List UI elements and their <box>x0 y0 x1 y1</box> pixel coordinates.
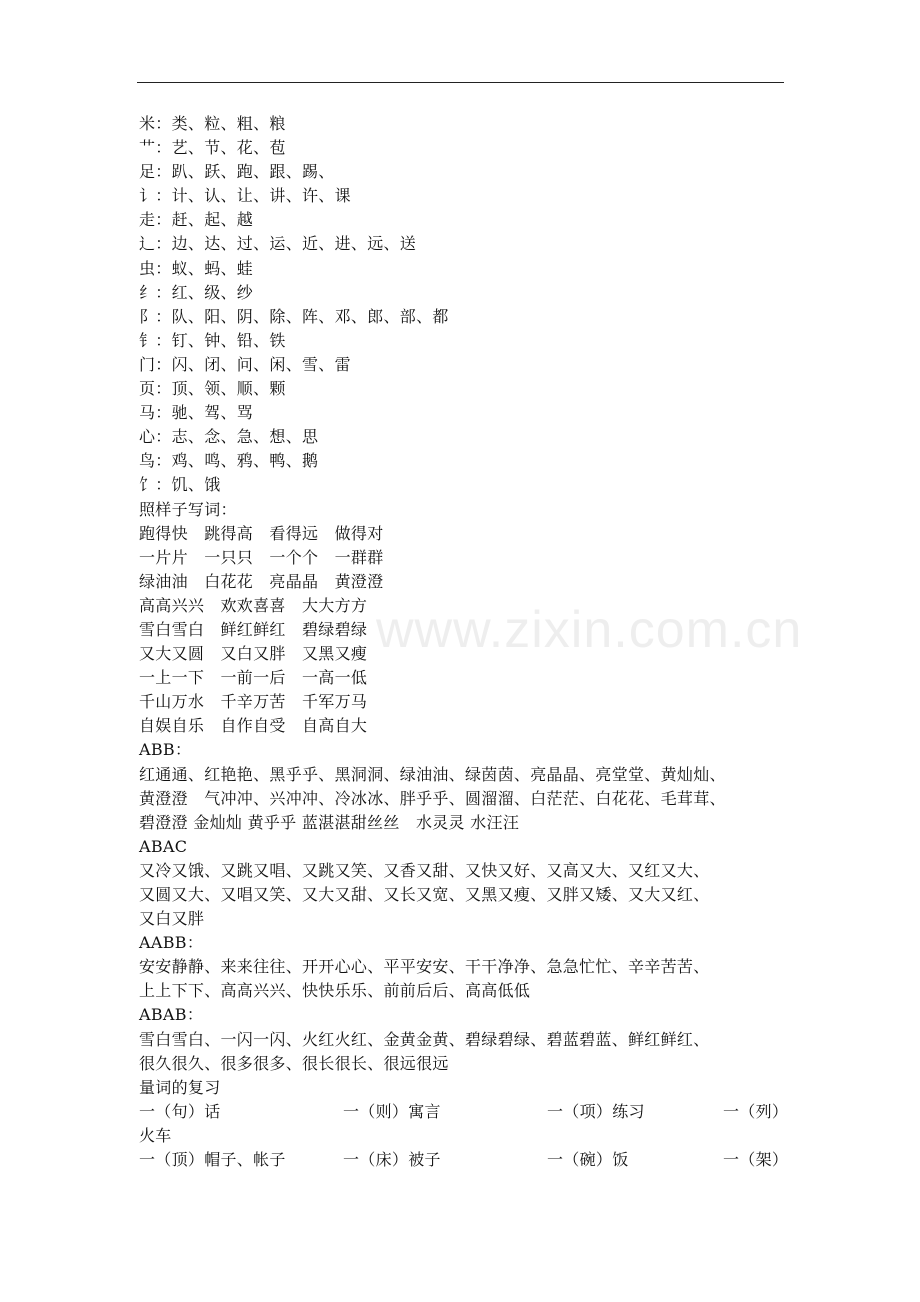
text-line: 阝：队、阳、阴、除、阵、邓、郎、部、都 <box>139 306 449 326</box>
text-line: 足：趴、跃、跑、跟、踢、 <box>139 162 335 182</box>
text-line: 又冷又饿、又跳又唱、又跳又笑、又香又甜、又快又好、又高又大、又红又大、 <box>139 860 710 880</box>
text-line: 照样子写词： <box>139 499 237 519</box>
measure-word-item: 一（则）寓言 <box>343 1101 441 1121</box>
text-line: 马：驰、驾、骂 <box>139 403 254 423</box>
text-line: 心：志、念、急、想、思 <box>139 427 319 447</box>
measure-word-item: 一（句）话 <box>139 1101 221 1121</box>
text-line: 鸟：鸡、鸣、鸦、鸭、鹅 <box>139 451 319 471</box>
watermark: www.zixin.com.cn <box>376 601 803 659</box>
measure-word-continuation: 火车 <box>139 1125 172 1145</box>
text-line: 饣：饥、饿 <box>139 475 221 495</box>
measure-word-item: 一（列） <box>723 1101 789 1121</box>
text-line: 辶：边、达、过、运、近、进、远、送 <box>139 234 417 254</box>
measure-word-item: 一（架） <box>723 1150 789 1170</box>
text-line: 又圆又大、又唱又笑、又大又甜、又长又宽、又黑又瘦、又胖又矮、又大又红、 <box>139 885 710 904</box>
text-line: 量词的复习 <box>139 1077 221 1097</box>
text-line: 一上一下 一前一后 一高一低 <box>139 668 368 688</box>
text-line: 雪白雪白 鲜红鲜红 碧绿碧绿 <box>139 619 368 639</box>
measure-word-item: 一（碗）饭 <box>547 1150 629 1170</box>
text-line: 红通通、红艳艳、黑乎乎、黑洞洞、绿油油、绿茵茵、亮晶晶、亮堂堂、黄灿灿、 <box>139 764 726 784</box>
text-line: 千山万水 千辛万苦 千军万马 <box>139 692 368 712</box>
header-rule <box>137 82 784 83</box>
text-line: 一片片 一只只 一个个 一群群 <box>139 547 384 567</box>
text-line: 米：类、粒、粗、粮 <box>139 114 286 133</box>
measure-word-row-1 <box>139 1100 799 1124</box>
text-line: 讠：计、认、让、讲、许、课 <box>139 186 351 206</box>
measure-word-item: 一（顶）帽子、帐子 <box>139 1150 286 1170</box>
text-line: 又大又圆 又白又胖 又黑又瘦 <box>139 644 368 664</box>
text-line: 又白又胖 <box>139 909 205 929</box>
text-line: 页：顶、领、顺、颗 <box>139 379 286 399</box>
text-line: ABB： <box>139 740 192 760</box>
text-line: 钅：钉、钟、铅、铁 <box>139 330 286 350</box>
text-line: 门：闪、闭、问、闲、雪、雷 <box>139 354 351 374</box>
text-line: 上上下下、高高兴兴、快快乐乐、前前后后、高高低低 <box>139 981 531 1001</box>
text-line: 走：赶、起、越 <box>139 210 254 230</box>
text-line: 虫：蚁、蚂、蛙 <box>139 258 254 278</box>
text-line: 纟：红、级、纱 <box>139 282 254 302</box>
measure-word-row-2 <box>139 1148 799 1172</box>
text-line: 高高兴兴 欢欢喜喜 大大方方 <box>139 595 368 615</box>
text-line: 碧澄澄 金灿灿 黄乎乎 蓝湛湛甜丝丝 水灵灵 水汪汪 <box>139 812 520 832</box>
measure-word-item: 一（床）被子 <box>343 1150 441 1170</box>
text-line: ABAC <box>139 836 188 856</box>
text-line: 雪白雪白、一闪一闪、火红火红、金黄金黄、碧绿碧绿、碧蓝碧蓝、鲜红鲜红、 <box>139 1029 710 1049</box>
text-line: 绿油油 白花花 亮晶晶 黄澄澄 <box>139 571 384 591</box>
text-line: 跑得快 跳得高 看得远 做得对 <box>139 523 384 543</box>
text-line: AABB： <box>139 933 204 953</box>
text-line: 黄澄澄 气冲冲、兴冲冲、冷冰冰、胖乎乎、圆溜溜、白茫茫、白花花、毛茸茸、 <box>139 788 726 808</box>
text-line: 很久很久、很多很多、很长很长、很远很远 <box>139 1053 449 1073</box>
text-line: ABAB： <box>139 1005 204 1025</box>
text-line: 艹：艺、节、花、苞 <box>139 138 286 158</box>
text-line: 安安静静、来来往往、开开心心、平平安安、干干净净、急急忙忙、辛辛苦苦、 <box>139 957 710 977</box>
measure-word-item: 一（项）练习 <box>547 1101 645 1121</box>
text-line: 自娱自乐 自作自受 自高自大 <box>139 716 368 736</box>
